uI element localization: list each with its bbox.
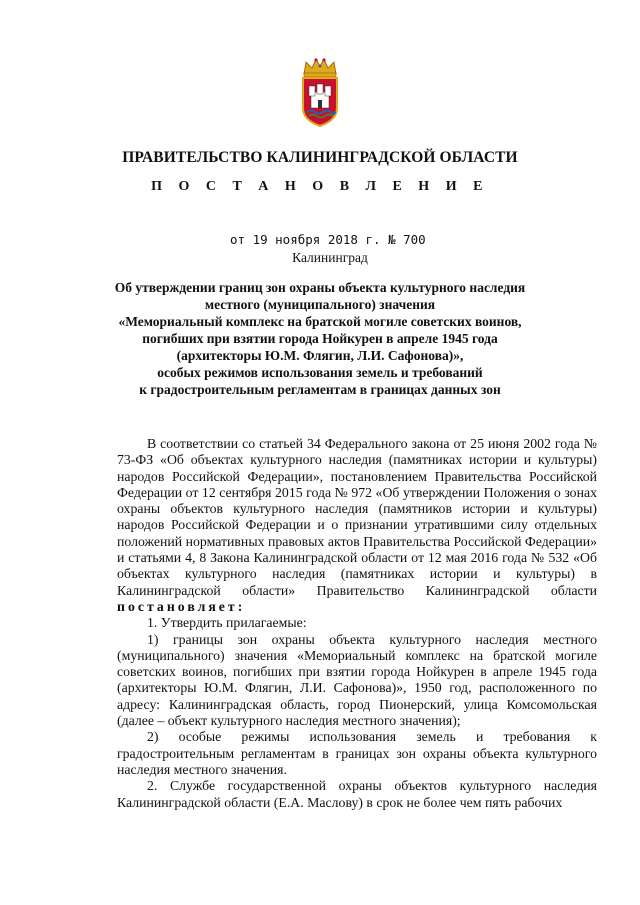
title-line: к градостроительным регламентам в границах данных зон	[139, 382, 501, 397]
title-line: погибших при взятии города Нойкурен в апреле 1945 года	[142, 331, 498, 346]
preamble-paragraph	[117, 436, 597, 615]
clause-paragraph: 2. Службе государственной охраны объектов культурного наследия Калининградской области (Е.А. Маслову) в срок не более чем пять рабочих	[117, 778, 597, 810]
title-line: (архитекторы Ю.М. Флягин, Л.И. Сафонова)»,	[176, 348, 464, 363]
clause-paragraph: 2) особые режимы использования земель и требования к градостроительным регламентам в границах зон охраны объекта культурного наследия местного значения.	[117, 729, 597, 777]
kaliningrad-coat-of-arms-icon	[298, 56, 342, 128]
issuing-authority: ПРАВИТЕЛЬСТВО КАЛИНИНГРАДСКОЙ ОБЛАСТИ	[122, 149, 518, 166]
clause-paragraph: 1. Утвердить прилагаемые:	[147, 615, 307, 631]
city-name: Калининград	[292, 250, 368, 265]
title-line: местного (муниципального) значения	[204, 297, 436, 312]
title-line: Об утверждении границ зон охраны объекта культурного наследия	[114, 280, 526, 295]
document-title	[60, 279, 580, 398]
clause-paragraph: 1) границы зон охраны объекта культурного наследия местного (муниципального) значения «Мемориальный комплекс на братской могиле советских воинов, погибших при взятии города Нойкурен в апреле 1945 года (архитекторы Ю.М. Флягин, Л.И. Сафонова)», 1950 год, расположенного по адресу: Калининградская область, город Пионерский, улица Комсомольская (далее – объект культурного наследия местного значения);	[117, 631, 597, 729]
title-line: «Мемориальный комплекс на братской могиле советских воинов,	[118, 314, 522, 329]
date-and-number: от 19 ноября 2018 г. № 700	[230, 232, 426, 247]
resolution-verb: постановляет:	[117, 598, 246, 614]
preamble-text: В соответствии со статьей 34 Федерального закона от 25 июня 2002 года № 73-ФЗ «Об объектах культурного наследия (памятниках истории и культуры) народов Российской Федерации», постановлением Правительства Российской Федерации от 12 сентября 2015 года № 972 «Об утверждении Положения о зонах охраны объектов культурного наследия (памятников истории и культуры) народов Российской Федерации и о признании утратившими силу отдельных положений нормативных правовых актов Правительства Российской Федерации» и статьями 4, 8 Закона Калининградской области от 12 мая 2016 года № 532 «Об объектах культурного наследия (памятниках истории и культуры) в Калининградской области» Правительство Калининградской области	[117, 436, 597, 598]
document-type: П О С Т А Н О В Л Е Н И Е	[151, 179, 489, 194]
document-body	[117, 436, 597, 811]
title-line: особых режимов использования земель и требований	[157, 365, 483, 380]
